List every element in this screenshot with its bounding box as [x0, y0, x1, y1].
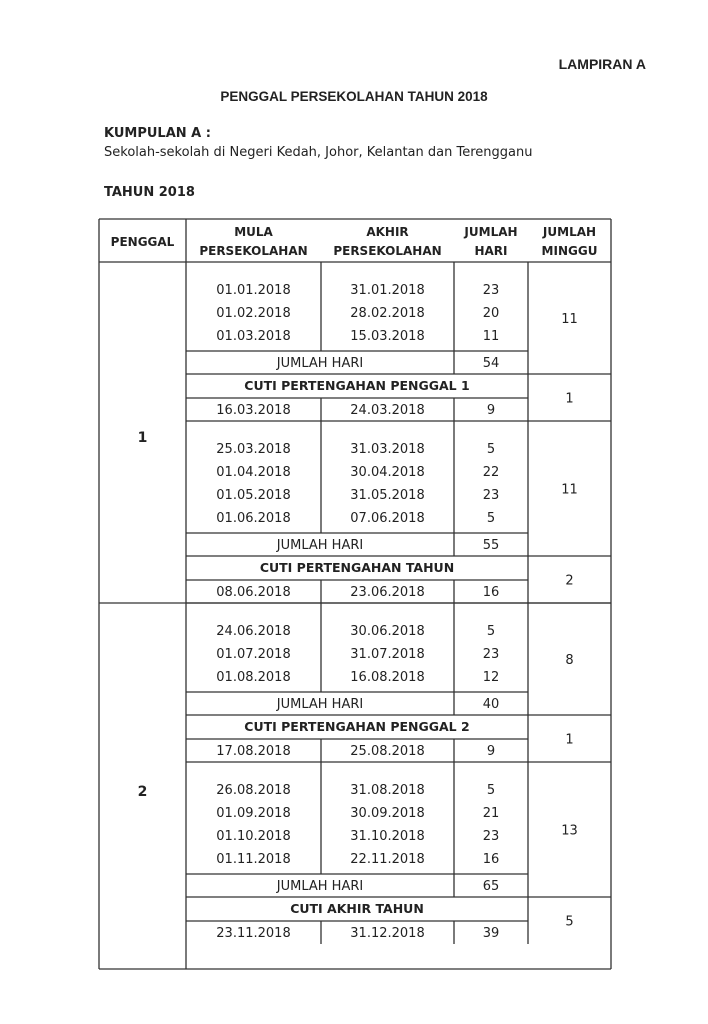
cuti-title: CUTI AKHIR TAHUN [290, 901, 424, 916]
jumlah-minggu-value: 11 [561, 312, 578, 327]
header-jumlah-hari: HARI [474, 244, 508, 258]
jumlah-hari-value: 23 [482, 488, 500, 503]
date-akhir: 23.06.2018 [350, 585, 425, 600]
jumlah-hari-value: 5 [486, 624, 496, 639]
sekolah-description: Sekolah-sekolah di Negeri Kedah, Johor, Kelantan dan Terengganu [104, 145, 533, 160]
date-mula: 26.08.2018 [216, 783, 291, 798]
school-term-table-grid [98, 218, 612, 970]
header-jumlah-minggu: MINGGU [541, 244, 598, 258]
penggal-label: 2 [137, 784, 148, 800]
header-mula: MULA [234, 225, 273, 239]
jumlah-hari-value: 9 [486, 744, 496, 759]
jumlah-hari-total: 54 [482, 356, 500, 371]
jumlah-hari-total: 55 [482, 538, 500, 553]
date-mula: 01.09.2018 [216, 806, 291, 821]
jumlah-hari-value: 5 [486, 783, 496, 798]
date-akhir: 28.02.2018 [350, 306, 425, 321]
date-mula: 01.03.2018 [216, 329, 291, 344]
date-mula: 17.08.2018 [216, 744, 291, 759]
jumlah-hari-value: 23 [482, 647, 500, 662]
lampiran-label: LAMPIRAN A [558, 56, 646, 72]
jumlah-hari-label: JUMLAH HARI [276, 356, 364, 371]
date-mula: 08.06.2018 [216, 585, 291, 600]
date-akhir: 31.01.2018 [350, 283, 425, 298]
date-mula: 16.03.2018 [216, 403, 291, 418]
date-akhir: 31.08.2018 [350, 783, 425, 798]
jumlah-minggu-value: 8 [565, 653, 574, 668]
date-akhir: 22.11.2018 [350, 852, 425, 867]
date-mula: 01.05.2018 [216, 488, 291, 503]
header-mula: PERSEKOLAHAN [199, 244, 308, 258]
jumlah-minggu-value: 1 [565, 391, 574, 407]
jumlah-minggu-value: 11 [561, 482, 578, 498]
jumlah-hari-value: 11 [482, 329, 500, 344]
header-jumlah-hari: JUMLAH [464, 225, 518, 239]
date-akhir: 16.08.2018 [350, 670, 425, 685]
jumlah-hari-value: 5 [486, 511, 496, 526]
jumlah-hari-label: JUMLAH HARI [276, 879, 364, 894]
jumlah-hari-total: 40 [482, 697, 500, 712]
date-mula: 01.11.2018 [216, 852, 291, 867]
date-mula: 25.03.2018 [216, 442, 291, 457]
jumlah-hari-label: JUMLAH HARI [276, 697, 364, 712]
date-mula: 24.06.2018 [216, 624, 291, 639]
date-akhir: 31.07.2018 [350, 647, 425, 662]
date-akhir: 30.09.2018 [350, 806, 425, 821]
jumlah-hari-value: 39 [482, 926, 500, 941]
date-akhir: 31.10.2018 [350, 829, 425, 844]
jumlah-hari-value: 22 [482, 465, 500, 480]
cuti-title: CUTI PERTENGAHAN PENGGAL 2 [244, 719, 470, 734]
date-mula: 01.02.2018 [216, 306, 291, 321]
jumlah-minggu-value: 5 [565, 914, 574, 930]
jumlah-hari-value: 16 [482, 585, 500, 600]
date-mula: 01.08.2018 [216, 670, 291, 685]
date-akhir: 15.03.2018 [350, 329, 425, 344]
jumlah-hari-value: 16 [482, 852, 500, 867]
tahun-heading: TAHUN 2018 [104, 185, 195, 200]
jumlah-hari-value: 5 [486, 442, 496, 457]
header-penggal: PENGGAL [110, 235, 175, 249]
date-akhir: 31.03.2018 [350, 442, 425, 457]
jumlah-hari-total: 65 [482, 879, 500, 894]
school-term-table [98, 218, 612, 970]
jumlah-hari-value: 23 [482, 283, 500, 298]
jumlah-minggu-value: 2 [565, 573, 574, 589]
date-akhir: 25.08.2018 [350, 744, 425, 759]
document-title: PENGGAL PERSEKOLAHAN TAHUN 2018 [220, 89, 488, 104]
date-akhir: 30.06.2018 [350, 624, 425, 639]
jumlah-minggu-value: 1 [565, 732, 574, 748]
date-mula: 01.01.2018 [216, 283, 291, 298]
jumlah-minggu-value: 13 [561, 823, 578, 839]
date-akhir: 30.04.2018 [350, 465, 425, 480]
header-jumlah-minggu: JUMLAH [542, 225, 597, 239]
jumlah-hari-value: 20 [482, 306, 500, 321]
jumlah-hari-value: 21 [482, 806, 500, 821]
cuti-title: CUTI PERTENGAHAN TAHUN [259, 560, 455, 575]
date-mula: 23.11.2018 [216, 926, 291, 941]
date-akhir: 31.05.2018 [350, 488, 425, 503]
date-akhir: 31.12.2018 [350, 926, 425, 941]
jumlah-hari-label: JUMLAH HARI [276, 538, 364, 553]
date-akhir: 07.06.2018 [350, 511, 425, 526]
jumlah-hari-value: 9 [486, 403, 496, 418]
jumlah-hari-value: 12 [482, 670, 500, 685]
date-mula: 01.06.2018 [216, 511, 291, 526]
date-akhir: 24.03.2018 [350, 403, 425, 418]
date-mula: 01.10.2018 [216, 829, 291, 844]
date-mula: 01.07.2018 [216, 647, 291, 662]
header-akhir: AKHIR [366, 225, 409, 239]
jumlah-hari-value: 23 [482, 829, 500, 844]
kumpulan-heading: KUMPULAN A : [104, 126, 211, 141]
penggal-label: 1 [137, 430, 148, 446]
header-akhir: PERSEKOLAHAN [333, 244, 442, 258]
date-mula: 01.04.2018 [216, 465, 291, 480]
cuti-title: CUTI PERTENGAHAN PENGGAL 1 [244, 378, 470, 393]
